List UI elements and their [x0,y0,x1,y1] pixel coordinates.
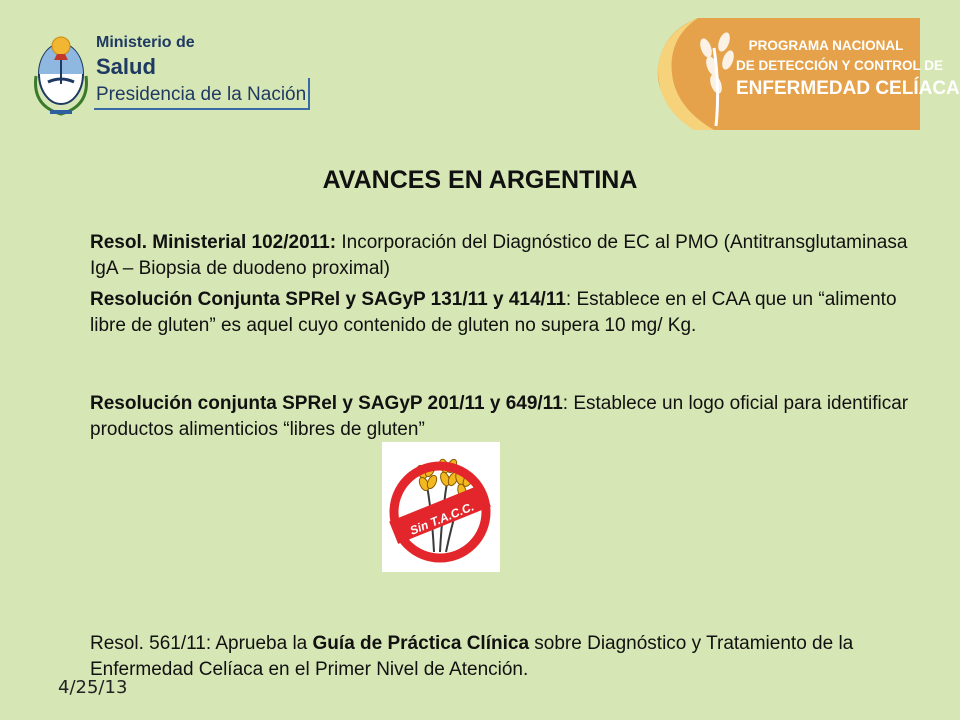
paragraph-resol-561 [90,631,930,683]
slide-date: 4/25/13 [58,677,128,698]
ministry-line-1: Ministerio de [96,34,195,51]
paragraph-resol-102 [90,230,930,282]
ministry-line-2: Salud [96,54,156,79]
paragraph-text: Incorporación del Diagnóstico de EC al PMO (Antitransglutaminasa IgA – Biopsia de duodeno proximal) [90,232,908,279]
program-line-1: PROGRAMA NACIONAL [748,38,904,53]
ministry-logo [30,26,320,118]
sin-tacc-logo [382,442,500,572]
ministry-underline [94,108,309,110]
program-line-2: DE DETECCIÓN Y CONTROL DE [736,58,944,73]
crossed-wheat-icon [382,442,500,572]
wheat-banner-icon [654,18,960,130]
paragraph-text: sobre Diagnóstico y Tratamiento de la Enfermedad Celíaca en el Primer Nivel de Atención. [90,633,854,680]
national-shield-icon [30,26,92,118]
paragraph-resol-201 [90,391,930,443]
paragraph-text: : Establece en el CAA que un “alimento libre de gluten” es aquel cuyo contenido de gluten no supera 10 mg/ Kg. [90,289,897,336]
paragraph-resol-131 [90,287,930,339]
program-line-3: ENFERMEDAD CELÍACA [736,78,960,99]
ministry-line-3: Presidencia de la Nación [96,84,307,105]
paragraph-bold: Resolución conjunta SPRel y SAGyP 201/11 y 649/11 [90,393,563,414]
paragraph-text: : Establece un logo oficial para identificar productos alimenticios “libres de gluten” [90,393,909,440]
paragraph-bold: Guía de Práctica Clínica [312,633,530,654]
paragraph-bold: Resolución Conjunta SPRel y SAGyP 131/11 y 414/11 [90,289,566,310]
paragraph-text: Resol. 561/11: Aprueba la [90,633,313,654]
sin-tacc-label: Sin T.A.C.C. [407,499,476,538]
ministry-divider [308,78,310,110]
page-title: AVANCES EN ARGENTINA [322,166,638,194]
program-logo [654,18,960,130]
paragraph-bold: Resol. Ministerial 102/2011: [90,232,337,253]
